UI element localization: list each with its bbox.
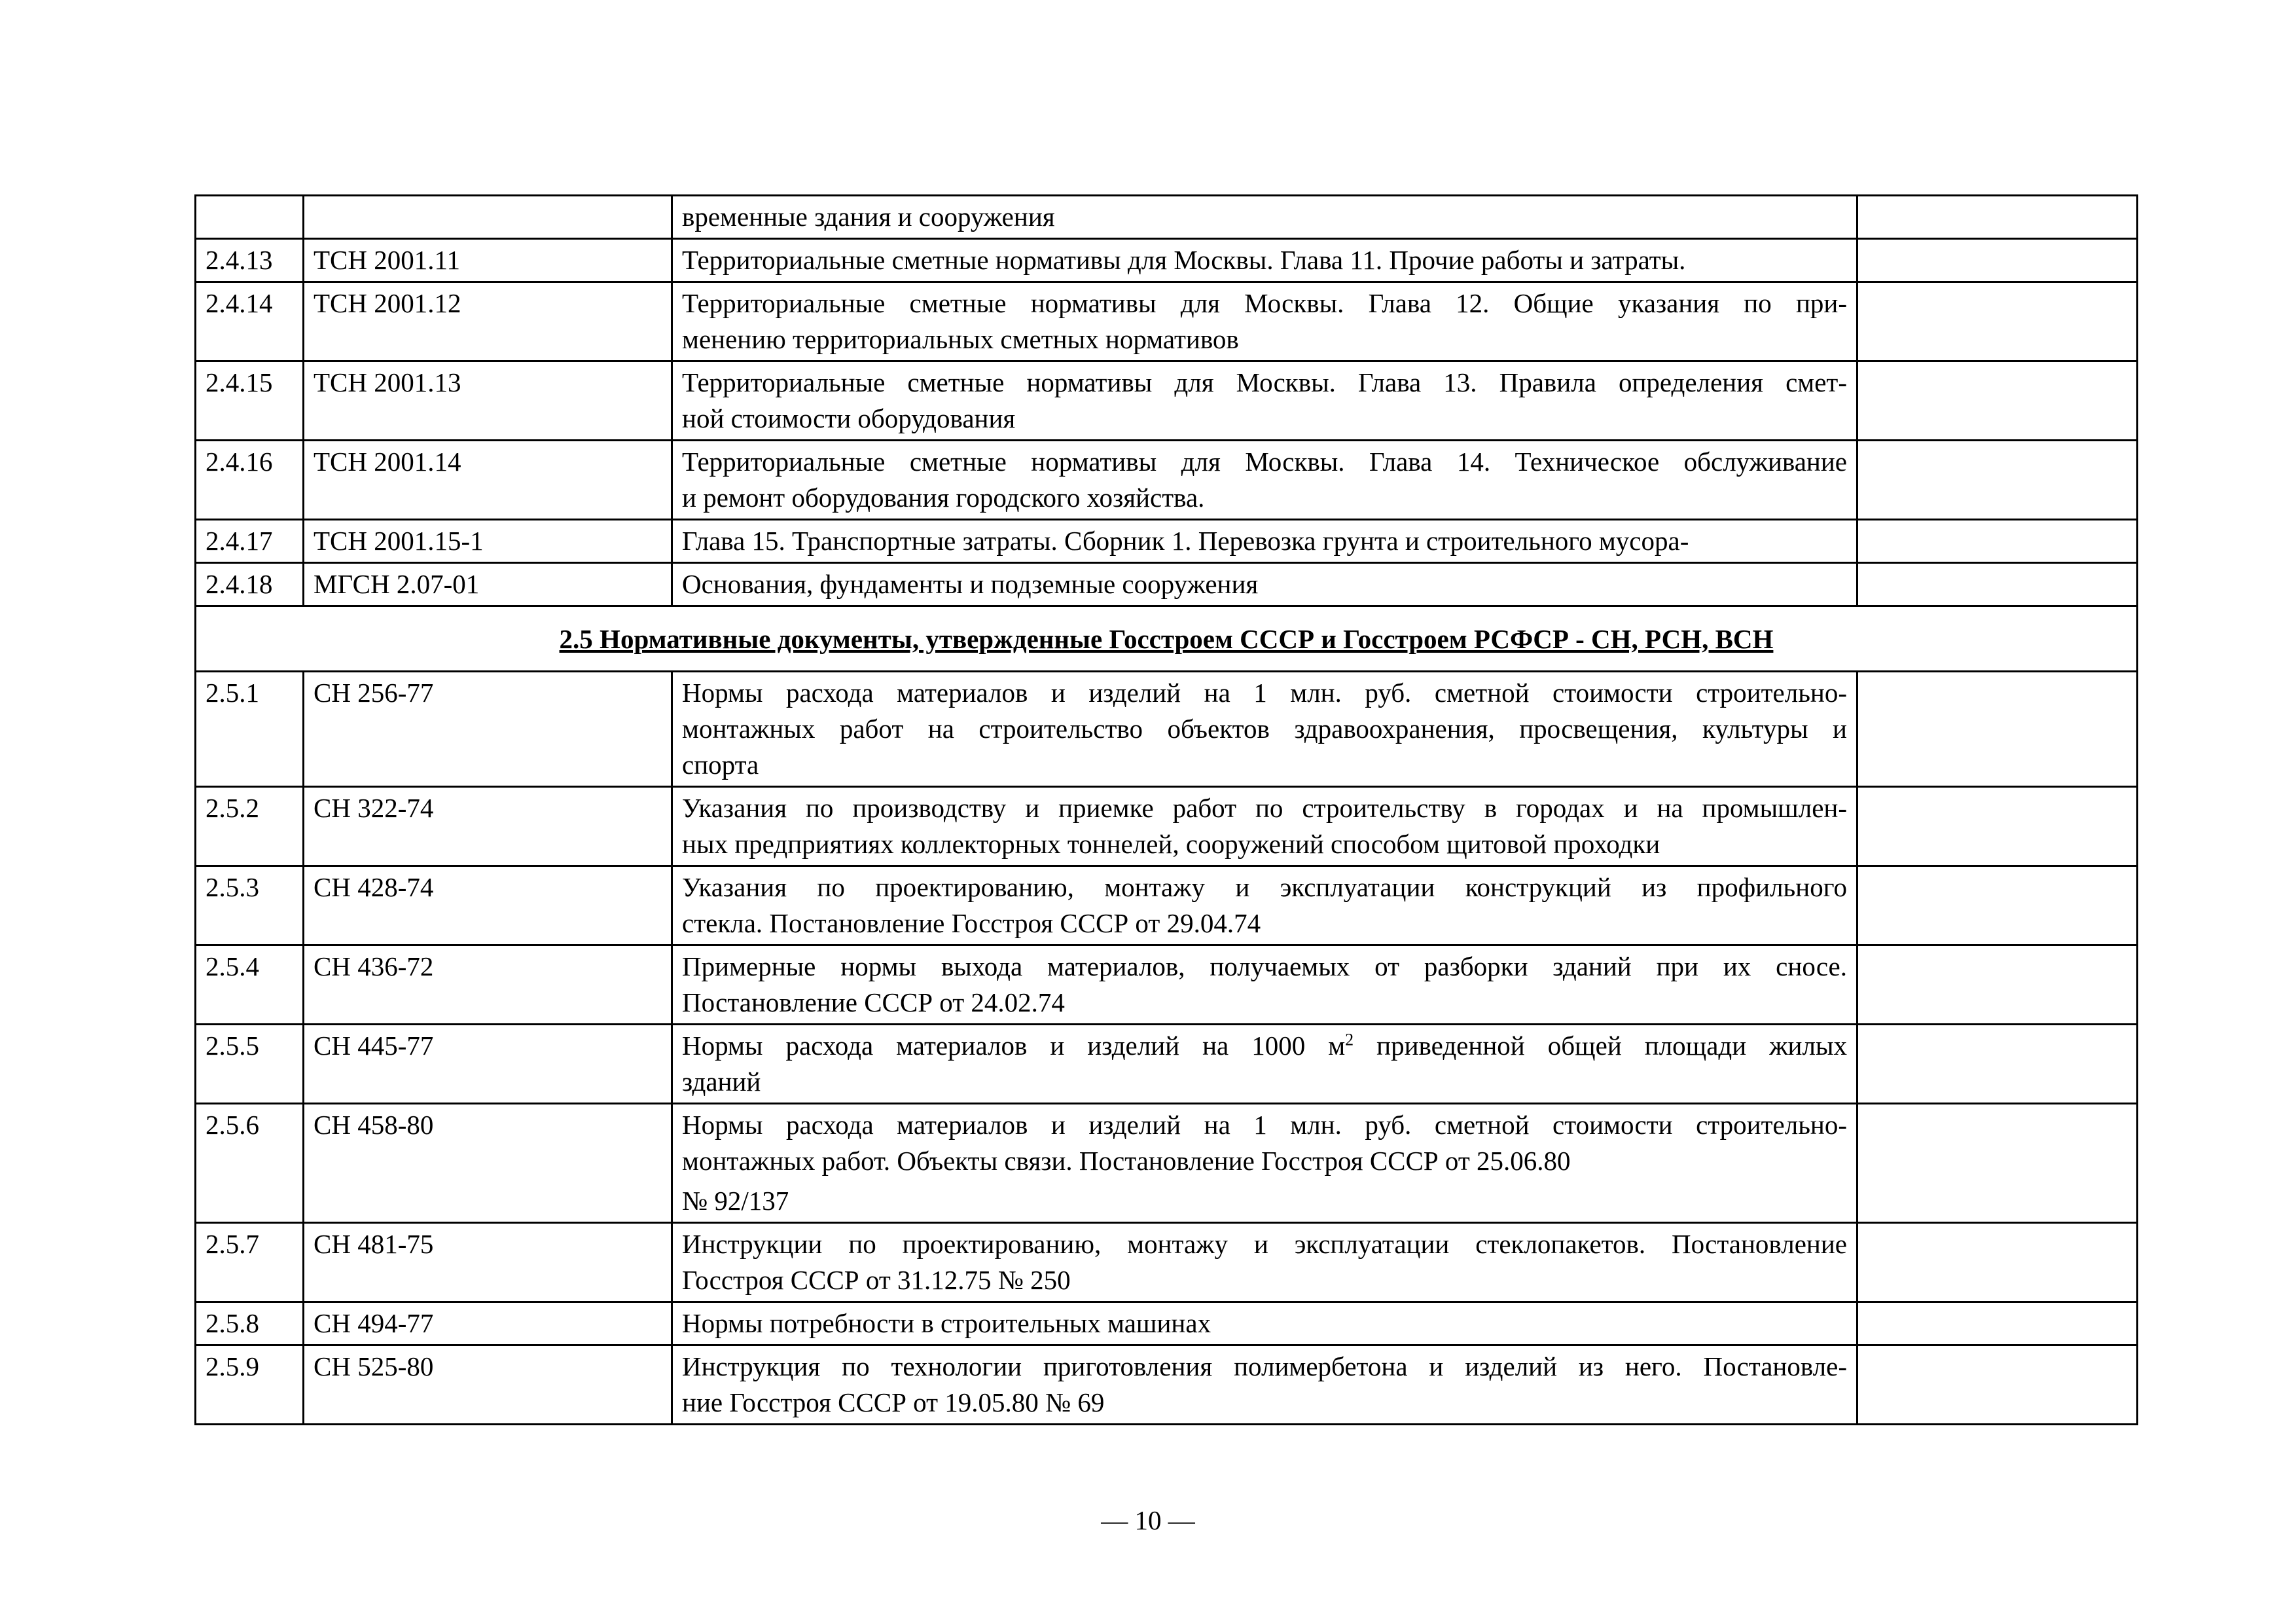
item-number: 2.5.3 (196, 866, 304, 945)
table-row (196, 945, 2138, 1025)
document-title (672, 1223, 1857, 1302)
document-code: СН 445-77 (304, 1025, 672, 1104)
notes-cell (1857, 1223, 2138, 1302)
item-number (196, 196, 304, 239)
document-code: СН 256-77 (304, 672, 672, 787)
notes-cell (1857, 1104, 2138, 1223)
notes-cell (1857, 196, 2138, 239)
table-row (196, 1104, 2138, 1223)
title-text-tail: приведенной общей площади жилых (1354, 1030, 1848, 1061)
title-line: монтажных работ на строительство объектов здравоохранения, просвещения, культуры и (682, 714, 1847, 744)
title-line: монтажных работ. Объекты связи. Постановление Госстроя СССР от 25.06.80 (682, 1146, 1571, 1176)
notes-cell (1857, 239, 2138, 282)
title-line: Указания по производству и приемке работ по строительству в городах и на промышлен- (682, 793, 1847, 823)
item-number: 2.5.6 (196, 1104, 304, 1223)
title-line: Инструкция по технологии приготовления полимербетона и изделий из него. Постановле- (682, 1351, 1847, 1381)
document-code: ТСН 2001.14 (304, 441, 672, 520)
page-number: — 10 — (1101, 1505, 1195, 1535)
title-line: зданий (682, 1067, 761, 1097)
item-number: 2.4.13 (196, 239, 304, 282)
document-code: СН 436-72 (304, 945, 672, 1025)
table-row (196, 196, 2138, 239)
notes-cell (1857, 441, 2138, 520)
item-number: 2.5.7 (196, 1223, 304, 1302)
document-title (672, 945, 1857, 1025)
title-line: спорта (682, 750, 759, 780)
document-title (672, 196, 1857, 239)
title-line: Территориальные сметные нормативы для Москвы. Глава 12. Общие указания по при- (682, 288, 1847, 318)
document-title (672, 787, 1857, 866)
document-code: СН 481-75 (304, 1223, 672, 1302)
title-line: Территориальные сметные нормативы для Москвы. Глава 14. Техническое обслуживание (682, 447, 1847, 477)
document-title (672, 520, 1857, 563)
notes-cell (1857, 282, 2138, 361)
title-line (682, 1028, 1847, 1064)
table-row (196, 1345, 2138, 1425)
superscript: 2 (1345, 1030, 1354, 1049)
document-code: СН 428-74 (304, 866, 672, 945)
document-code: ТСН 2001.12 (304, 282, 672, 361)
item-number: 2.4.18 (196, 563, 304, 606)
notes-cell (1857, 361, 2138, 441)
normative-documents-table (194, 194, 2138, 1425)
item-number: 2.4.14 (196, 282, 304, 361)
title-line: менению территориальных сметных нормативов (682, 324, 1239, 354)
document-title (672, 441, 1857, 520)
table-row (196, 1302, 2138, 1345)
item-number: 2.5.4 (196, 945, 304, 1025)
table-row (196, 787, 2138, 866)
table-row (196, 563, 2138, 606)
document-code (304, 196, 672, 239)
document-title (672, 1025, 1857, 1104)
table-row (196, 1025, 2138, 1104)
notes-cell (1857, 945, 2138, 1025)
item-number: 2.5.8 (196, 1302, 304, 1345)
notes-cell (1857, 1345, 2138, 1425)
title-line: ние Госстроя СССР от 19.05.80 № 69 (682, 1387, 1105, 1417)
title-line: Указания по проектированию, монтажу и эксплуатации конструкций из профильного (682, 872, 1847, 902)
table-row (196, 441, 2138, 520)
title-line: Нормы расхода материалов и изделий на 1 млн. руб. сметной стоимости строительно- (682, 1110, 1847, 1140)
item-number: 2.5.5 (196, 1025, 304, 1104)
table-row (196, 672, 2138, 787)
table-body (196, 196, 2138, 1425)
document-title (672, 1302, 1857, 1345)
table-row (196, 520, 2138, 563)
table-row (196, 282, 2138, 361)
notes-cell (1857, 866, 2138, 945)
section-heading: 2.5 Нормативные документы, утвержденные Госстроем СССР и Госстроем РСФСР - СН, РСН, ВСН (196, 606, 2138, 672)
document-title (672, 866, 1857, 945)
title-line: Территориальные сметные нормативы для Москвы. Глава 11. Прочие работы и затраты. (682, 245, 1686, 275)
title-line: Постановление СССР от 24.02.74 (682, 987, 1065, 1017)
item-number: 2.4.17 (196, 520, 304, 563)
notes-cell (1857, 1025, 2138, 1104)
title-line: № 92/137 (682, 1186, 789, 1216)
document-title (672, 1104, 1857, 1223)
title-line: Глава 15. Транспортные затраты. Сборник 1. Перевозка грунта и строительного мусора- (682, 526, 1689, 556)
notes-cell (1857, 787, 2138, 866)
table-row (196, 866, 2138, 945)
document-title (672, 1345, 1857, 1425)
item-number: 2.4.16 (196, 441, 304, 520)
title-line: ной стоимости оборудования (682, 403, 1016, 433)
document-code: ТСН 2001.15-1 (304, 520, 672, 563)
document-title (672, 239, 1857, 282)
title-line: Территориальные сметные нормативы для Москвы. Глава 13. Правила определения смет- (682, 367, 1847, 397)
notes-cell (1857, 520, 2138, 563)
document-code: СН 322-74 (304, 787, 672, 866)
notes-cell (1857, 563, 2138, 606)
document-code: МГСН 2.07-01 (304, 563, 672, 606)
title-line: стекла. Постановление Госстроя СССР от 29.04.74 (682, 908, 1261, 938)
title-line: Нормы потребности в строительных машинах (682, 1308, 1211, 1338)
title-line: Госстроя СССР от 31.12.75 № 250 (682, 1265, 1071, 1295)
document-code: СН 525-80 (304, 1345, 672, 1425)
document-code: СН 458-80 (304, 1104, 672, 1223)
document-code: ТСН 2001.11 (304, 239, 672, 282)
table-row (196, 239, 2138, 282)
title-line: и ремонт оборудования городского хозяйства. (682, 483, 1205, 513)
title-text: Нормы расхода материалов и изделий на 1000 м (682, 1030, 1346, 1061)
document-title (672, 282, 1857, 361)
item-number: 2.5.1 (196, 672, 304, 787)
item-number: 2.4.15 (196, 361, 304, 441)
title-line: Основания, фундаменты и подземные сооружения (682, 569, 1259, 599)
notes-cell (1857, 1302, 2138, 1345)
section-heading-row (196, 606, 2138, 672)
title-line: ных предприятиях коллекторных тоннелей, сооружений способом щитовой проходки (682, 829, 1660, 859)
notes-cell (1857, 672, 2138, 787)
document-code: СН 494-77 (304, 1302, 672, 1345)
item-number: 2.5.2 (196, 787, 304, 866)
item-number: 2.5.9 (196, 1345, 304, 1425)
title-line: Примерные нормы выхода материалов, получаемых от разборки зданий при их сносе. (682, 951, 1847, 981)
title-line: временные здания и сооружения (682, 202, 1055, 232)
table-row (196, 1223, 2138, 1302)
title-line: Инструкции по проектированию, монтажу и эксплуатации стеклопакетов. Постановление (682, 1229, 1847, 1259)
document-title (672, 563, 1857, 606)
document-title (672, 361, 1857, 441)
table-row (196, 361, 2138, 441)
document-code: ТСН 2001.13 (304, 361, 672, 441)
title-line: Нормы расхода материалов и изделий на 1 млн. руб. сметной стоимости строительно- (682, 678, 1847, 708)
document-title (672, 672, 1857, 787)
